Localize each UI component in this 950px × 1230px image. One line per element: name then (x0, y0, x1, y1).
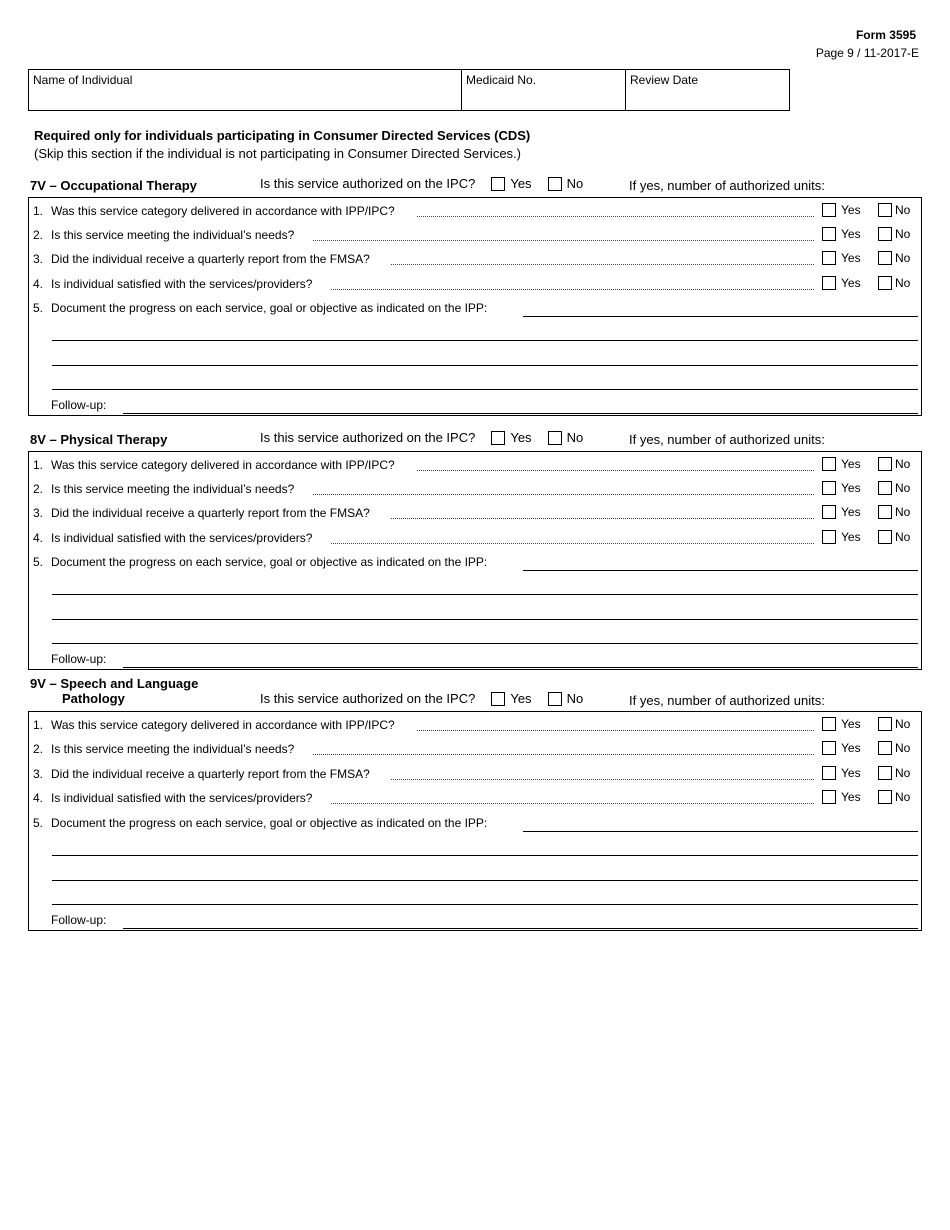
yes-option (822, 203, 861, 217)
yes-label: Yes (841, 790, 861, 804)
question-row (33, 765, 370, 783)
yes-option (822, 766, 861, 780)
ipc-question-text: Is this service authorized on the IPC? (260, 176, 476, 191)
cds-note: (Skip this section if the individual is not participating in Consumer Directed Services.) (34, 146, 521, 161)
question-number: 4. (33, 791, 44, 805)
no-label: No (895, 766, 911, 780)
question-text: Document the progress on each service, goal or objective as indicated on the IPP: (51, 301, 488, 315)
no-label: No (566, 691, 584, 706)
question-text: Did the individual receive a quarterly report from the FMSA? (51, 252, 370, 266)
medicaid-cell (462, 70, 626, 110)
no-label: No (895, 227, 911, 241)
section-title: 8V – Physical Therapy (30, 432, 168, 447)
question-number: 4. (33, 531, 44, 545)
progress-input-line[interactable] (52, 643, 918, 644)
yes-option (822, 276, 861, 290)
yes-option (822, 481, 861, 495)
no-option (878, 457, 910, 471)
dot-leader (417, 729, 814, 731)
no-label: No (895, 717, 911, 731)
no-option (878, 227, 910, 241)
yes-option (822, 251, 861, 265)
question-row (33, 740, 294, 758)
dot-leader (331, 802, 814, 804)
yes-option (822, 457, 861, 471)
follow-up-line[interactable] (123, 413, 918, 414)
yes-checkbox[interactable] (822, 717, 836, 731)
no-option (878, 530, 910, 544)
question-row (33, 716, 395, 734)
dot-leader (391, 263, 814, 265)
ipc-authorized-question (260, 176, 583, 191)
question-row (33, 275, 312, 293)
no-label: No (895, 251, 911, 265)
question-row (33, 529, 312, 547)
yes-label: Yes (841, 717, 861, 731)
section-title: 7V – Occupational Therapy (30, 178, 197, 193)
question-number: 3. (33, 767, 44, 781)
dot-leader (313, 753, 814, 755)
yes-checkbox[interactable] (822, 505, 836, 519)
identification-box (28, 69, 790, 111)
no-checkbox[interactable] (878, 276, 892, 290)
no-checkbox[interactable] (878, 227, 892, 241)
yes-checkbox[interactable] (822, 741, 836, 755)
yes-option (822, 227, 861, 241)
progress-input-line[interactable] (52, 855, 918, 856)
section-9v-box (28, 711, 922, 931)
ipc-no-checkbox[interactable] (548, 431, 562, 445)
ipc-authorized-question (260, 691, 583, 706)
cds-title: Required only for individuals participating in Consumer Directed Services (CDS) (34, 128, 531, 143)
question-text: Is this service meeting the individual’s needs? (51, 482, 295, 496)
progress-input-line[interactable] (52, 340, 918, 341)
ipc-authorized-question (260, 430, 583, 445)
question-text: Document the progress on each service, goal or objective as indicated on the IPP: (51, 816, 488, 830)
section-title-line2: Pathology (62, 691, 125, 706)
name-cell (29, 70, 462, 110)
question-text: Is individual satisfied with the services/providers? (51, 531, 313, 545)
yes-checkbox[interactable] (822, 227, 836, 241)
yes-label: Yes (841, 505, 861, 519)
follow-up-line[interactable] (123, 928, 918, 929)
no-option (878, 766, 910, 780)
dot-leader (331, 542, 814, 544)
yes-checkbox[interactable] (822, 457, 836, 471)
name-label: Name of Individual (33, 73, 133, 87)
question-row (33, 299, 487, 317)
yes-option (822, 530, 861, 544)
yes-option (822, 505, 861, 519)
follow-up-line[interactable] (123, 667, 918, 668)
name-input[interactable] (33, 89, 457, 107)
ipc-no-checkbox[interactable] (548, 177, 562, 191)
yes-label: Yes (510, 691, 532, 706)
no-label: No (566, 176, 584, 191)
question-text: Did the individual receive a quarterly report from the FMSA? (51, 767, 370, 781)
yes-checkbox[interactable] (822, 766, 836, 780)
question-number: 5. (33, 816, 44, 830)
units-label: If yes, number of authorized units: (629, 432, 825, 447)
yes-label: Yes (841, 276, 861, 290)
question-number: 5. (33, 555, 44, 569)
no-checkbox[interactable] (878, 203, 892, 217)
yes-label: Yes (841, 251, 861, 265)
question-number: 2. (33, 742, 44, 756)
no-option (878, 741, 910, 755)
question-number: 3. (33, 506, 44, 520)
question-row (33, 226, 294, 244)
question-number: 2. (33, 482, 44, 496)
question-text: Is this service meeting the individual’s needs? (51, 228, 295, 242)
section-7v-box (28, 197, 922, 416)
progress-input-line[interactable] (52, 594, 918, 595)
ipc-yes-checkbox[interactable] (491, 177, 505, 191)
section-title-line1: 9V – Speech and Language (30, 676, 199, 691)
no-checkbox[interactable] (878, 766, 892, 780)
progress-input-line[interactable] (523, 831, 918, 832)
question-row (33, 504, 370, 522)
question-text: Was this service category delivered in accordance with IPP/IPC? (51, 204, 395, 218)
question-number: 5. (33, 301, 44, 315)
question-row (33, 250, 370, 268)
progress-input-line[interactable] (523, 570, 918, 571)
yes-checkbox[interactable] (822, 790, 836, 804)
progress-input-line[interactable] (52, 389, 918, 390)
units-label: If yes, number of authorized units: (629, 178, 825, 193)
progress-input-line[interactable] (52, 904, 918, 905)
page-info: Page 9 / 11-2017-E (815, 46, 919, 60)
no-checkbox[interactable] (878, 505, 892, 519)
follow-up-label: Follow-up: (51, 652, 107, 666)
question-number: 1. (33, 204, 44, 218)
ipc-no-checkbox[interactable] (548, 692, 562, 706)
yes-checkbox[interactable] (822, 203, 836, 217)
progress-input-line[interactable] (52, 880, 918, 881)
no-label: No (895, 741, 911, 755)
follow-up-label: Follow-up: (51, 913, 107, 927)
no-option (878, 481, 910, 495)
no-label: No (566, 430, 584, 445)
ipc-question-text: Is this service authorized on the IPC? (260, 691, 476, 706)
no-option (878, 203, 910, 217)
yes-option (822, 717, 861, 731)
yes-label: Yes (841, 203, 861, 217)
question-number: 1. (33, 458, 44, 472)
medicaid-input[interactable] (466, 89, 621, 107)
yes-label: Yes (510, 176, 532, 191)
question-text: Is individual satisfied with the services/providers? (51, 791, 313, 805)
question-row (33, 202, 395, 220)
question-text: Is this service meeting the individual’s needs? (51, 742, 295, 756)
review-date-input[interactable] (630, 89, 785, 107)
yes-checkbox[interactable] (822, 251, 836, 265)
question-row (33, 480, 294, 498)
yes-label: Yes (841, 766, 861, 780)
ipc-yes-checkbox[interactable] (491, 431, 505, 445)
question-row (33, 789, 312, 807)
no-label: No (895, 481, 911, 495)
ipc-question-text: Is this service authorized on the IPC? (260, 430, 476, 445)
yes-label: Yes (841, 530, 861, 544)
progress-input-line[interactable] (523, 316, 918, 317)
no-checkbox[interactable] (878, 741, 892, 755)
no-checkbox[interactable] (878, 481, 892, 495)
section-8v-box (28, 451, 922, 670)
no-label: No (895, 276, 911, 290)
yes-option (822, 741, 861, 755)
question-number: 3. (33, 252, 44, 266)
yes-checkbox[interactable] (822, 530, 836, 544)
no-checkbox[interactable] (878, 457, 892, 471)
medicaid-label: Medicaid No. (466, 73, 537, 87)
question-row (33, 553, 487, 571)
yes-label: Yes (841, 227, 861, 241)
review-date-cell (626, 70, 789, 110)
yes-label: Yes (841, 741, 861, 755)
yes-option (822, 790, 861, 804)
dot-leader (417, 215, 814, 217)
review-date-label: Review Date (630, 73, 699, 87)
question-row (33, 456, 395, 474)
no-label: No (895, 530, 911, 544)
no-label: No (895, 505, 911, 519)
no-checkbox[interactable] (878, 790, 892, 804)
dot-leader (313, 239, 814, 241)
dot-leader (417, 469, 814, 471)
no-option (878, 276, 910, 290)
ipc-yes-checkbox[interactable] (491, 692, 505, 706)
dot-leader (391, 517, 814, 519)
follow-up-label: Follow-up: (51, 398, 107, 412)
dot-leader (313, 493, 814, 495)
units-label: If yes, number of authorized units: (629, 693, 825, 708)
question-text: Document the progress on each service, goal or objective as indicated on the IPP: (51, 555, 488, 569)
question-row (33, 814, 487, 832)
question-text: Did the individual receive a quarterly report from the FMSA? (51, 506, 370, 520)
no-checkbox[interactable] (878, 251, 892, 265)
form-number: Form 3595 (855, 28, 916, 42)
question-text: Was this service category delivered in accordance with IPP/IPC? (51, 718, 395, 732)
no-option (878, 505, 910, 519)
no-option (878, 717, 910, 731)
question-number: 1. (33, 718, 44, 732)
dot-leader (331, 288, 814, 290)
yes-label: Yes (841, 481, 861, 495)
question-number: 2. (33, 228, 44, 242)
question-text: Is individual satisfied with the services/providers? (51, 277, 313, 291)
no-label: No (895, 203, 911, 217)
no-label: No (895, 790, 911, 804)
progress-input-line[interactable] (52, 619, 918, 620)
yes-checkbox[interactable] (822, 481, 836, 495)
question-number: 4. (33, 277, 44, 291)
no-option (878, 251, 910, 265)
no-option (878, 790, 910, 804)
no-checkbox[interactable] (878, 717, 892, 731)
yes-checkbox[interactable] (822, 276, 836, 290)
no-label: No (895, 457, 911, 471)
yes-label: Yes (841, 457, 861, 471)
progress-input-line[interactable] (52, 365, 918, 366)
yes-label: Yes (510, 430, 532, 445)
dot-leader (391, 778, 814, 780)
section-title (30, 676, 198, 706)
question-text: Was this service category delivered in accordance with IPP/IPC? (51, 458, 395, 472)
no-checkbox[interactable] (878, 530, 892, 544)
